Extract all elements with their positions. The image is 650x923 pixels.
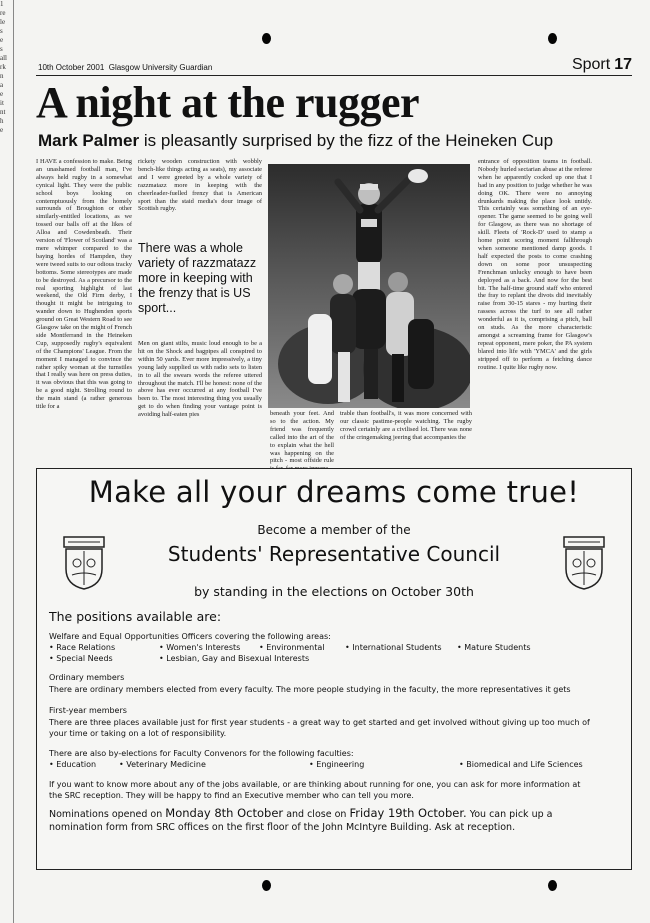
info-line-2: the SRC reception. They will be happy to find an Executive member who can tell you more. bbox=[49, 791, 414, 800]
info-line-1: If you want to know more about any of the jobs available, or are thinking about running for one, you can ask for more information at bbox=[49, 780, 581, 789]
article-column-1: I HAVE a confession to make. Being an unashamed football man, I've always held rugby in a somewhat cynical light. They were the public school boys looking on contemptuously from the homely surrounds of Broughton or other similarly-entitled locations, as we tossed our balls off at the likes of Alloa and Cowdenbeath. Their version of 'Flower of Scotland' was a mere whimper compared to the baying hordes of Hampden, they were tweed suits to our odious tracky bottoms. Some stereotypes are made to be destroyed. As a precursor to the real sporting highlight of last weekend, the Old Firm derby, I thought it might be intriguing to wander down to Hughenden sports ground on Great Western Road to see Glasgow take on the might of French side Montferrand in the Heineken Cup, supposedly rugby's equivalent of the Champions' League. From the moment I managed to convince the rather spiky woman at the turnstiles that I really was here on press duties, it was obvious that this was going to be a good night. Strolling round to the main stand (a rather generous title for a bbox=[36, 158, 132, 411]
welfare-area: • Mature Students bbox=[457, 643, 531, 652]
newspaper-page bbox=[14, 0, 650, 923]
punch-hole bbox=[262, 880, 271, 891]
article-column-4: trable than football's, it was more concerned with our classic pastime-people watching. The rugby crowd certainly are a civilised lot. There was none of the cringemaking jeering that accompanies the bbox=[340, 410, 472, 441]
standfirst bbox=[38, 131, 638, 151]
article-column-2-top: rickety wooden construction with wobbly bench-like things acting as seats), my associate and I were greeted by a whole variety of razzmatazz more in keeping with the cheerleader-fuelled frenzy that is American sport than the staid media's dour image of Scottish rugby. bbox=[138, 158, 262, 213]
pull-quote: There was a whole variety of razzmatazz more in keeping with the frenzy that is US sport... bbox=[138, 238, 262, 338]
nominations-block bbox=[49, 807, 619, 834]
photo-illustration bbox=[268, 164, 470, 408]
welfare-area: • Race Relations bbox=[49, 643, 116, 652]
welfare-heading: Welfare and Equal Opportunities Officers covering the following areas: bbox=[49, 632, 331, 641]
open-date: Monday 8th October bbox=[165, 806, 284, 820]
welfare-area: • Lesbian, Gay and Bisexual Interests bbox=[159, 654, 310, 663]
strip-line: n bbox=[0, 72, 4, 80]
strip-line: a bbox=[0, 81, 4, 89]
article-column-2-bottom: Men on giant stilts, music loud enough to be a hit on the Shock and bagpipes all conspired to within 50 yards. Ever more impressively, a tiny young lady supplied us with radio sets to listen in to all the swears words the referee uttered throughout the match. I'll be honest: none of the above has ever occurred at any football I've been to. The most interesting thing you usually get to do when finding your vantage point is avoiding half-eaten pies bbox=[138, 340, 262, 419]
strip-line: it bbox=[0, 99, 4, 107]
welfare-areas-row-2 bbox=[49, 653, 619, 664]
strip-line: s bbox=[0, 27, 3, 35]
advert-council-name: Students' Representative Council bbox=[167, 542, 501, 566]
ordinary-text: There are ordinary members elected from every faculty. The more people studying in the faculty, the more representatives it gets bbox=[49, 685, 571, 694]
faculty-item: • Engineering bbox=[309, 760, 365, 769]
advert-title: Make all your dreams come true! bbox=[88, 475, 580, 509]
firstyear-text-line-1: There are three places available just for first year students - a great way to get started and get involved without giving up too much of bbox=[49, 718, 590, 727]
ordinary-heading: Ordinary members bbox=[49, 673, 125, 682]
adjacent-page-strip bbox=[0, 0, 14, 923]
strip-line: s bbox=[0, 45, 3, 53]
welfare-area: • Women's Interests bbox=[159, 643, 241, 652]
punch-hole bbox=[548, 33, 557, 44]
positions-heading: The positions available are: bbox=[49, 609, 222, 624]
article-column-3: beneath your feet. And so to the action. My friend was frequently called into the art of the to explain what the hell was happening on the pitch - most offside rule bbox=[270, 410, 334, 465]
section-name: Sport bbox=[571, 56, 611, 73]
strip-line: re bbox=[0, 9, 6, 17]
strip-line: nt bbox=[0, 108, 6, 116]
article-column-5: entrance of opposition teams in football. Nobody hurled sectarian abuse at the referee when he apparently cocked up one that I had in any position to judge whether he was doing OK. There were no annoying drunkards making the place look untidy. This certainly was something of an eye-opener. The game seemed to be going well for Glasgow, as there was no shortage of skill. Fleets of 'Rock-D' used to stamp a home point scoring moment fallthrough when someone mentioned damp goods. I half expected the posts to come crashing down on some poor unsuspecting Frenchman unlucky enough to have been deployed as a back. And now for the best bit. The half-time ground staff who entered the fray to replant the divots did inevitably raise from 30-15 stares - my hurting their rassess across the turf to see all rather wonderful as it is, comprising a pitch, ball on studs. As the more characteristic amongst a screaming frame for Glasgow's repeat opponent, mere poker, the PA system blared into life with 'YMCA' and the girls stripped off to perform a fetching dance routine. I quite like rugby now. bbox=[478, 158, 592, 371]
advert-body bbox=[49, 609, 619, 834]
issue-date: 10th October 2001 bbox=[38, 63, 105, 72]
welfare-area: • Special Needs bbox=[49, 654, 113, 663]
standfirst-text: is pleasantly surprised by the fizz of the Heineken Cup bbox=[143, 131, 554, 150]
firstyear-text-line-2: your time or taking on a lot of responsibility. bbox=[49, 729, 227, 738]
close-date: Friday 19th October. bbox=[349, 806, 467, 820]
section-label bbox=[572, 56, 632, 74]
page-number: 17 bbox=[614, 56, 632, 73]
strip-line: le bbox=[0, 18, 6, 26]
punch-hole bbox=[548, 880, 557, 891]
welfare-areas-row-1 bbox=[49, 642, 619, 653]
strip-line: rk bbox=[0, 63, 6, 71]
strip-line: 1 bbox=[0, 0, 4, 8]
firstyear-heading: First-year members bbox=[49, 706, 127, 715]
faculty-item: • Veterinary Medicine bbox=[119, 760, 206, 769]
welfare-area: • International Students bbox=[345, 643, 442, 652]
punch-hole bbox=[262, 33, 271, 44]
nominations-line-1: Nominations opened on Monday 8th October and close on Friday 19th October. You can pick up a bbox=[49, 806, 553, 820]
page-header bbox=[36, 58, 632, 76]
nominations-line-2: nomination form from SRC offices on the first floor of the John McIntyre Building. Ask at reception. bbox=[49, 822, 516, 833]
strip-line: e bbox=[0, 90, 4, 98]
faculty-item: • Biomedical and Life Sciences bbox=[459, 760, 583, 769]
strip-line: all bbox=[0, 54, 7, 62]
faculty-item: • Education bbox=[49, 760, 97, 769]
rugby-lineout-photo bbox=[268, 164, 470, 408]
header-dateline bbox=[38, 63, 212, 72]
headline: A night at the rugger bbox=[36, 78, 420, 127]
strip-line: h bbox=[0, 117, 4, 125]
src-election-advert bbox=[36, 468, 632, 870]
strip-line: e bbox=[0, 36, 4, 44]
strip-line: e bbox=[0, 126, 4, 134]
advert-election-date: by standing in the elections on October 30th bbox=[194, 584, 474, 599]
university-crest-icon bbox=[560, 535, 608, 591]
welfare-area: • Environmental bbox=[259, 643, 325, 652]
publication-name: Glasgow University Guardian bbox=[108, 63, 213, 72]
author-name: Mark Palmer bbox=[38, 131, 140, 150]
byelection-heading: There are also by-elections for Faculty Convenors for the following faculties: bbox=[49, 749, 354, 758]
faculties-row bbox=[49, 759, 619, 770]
advert-become-line: Become a member of the bbox=[257, 523, 411, 537]
university-crest-icon bbox=[60, 535, 108, 591]
